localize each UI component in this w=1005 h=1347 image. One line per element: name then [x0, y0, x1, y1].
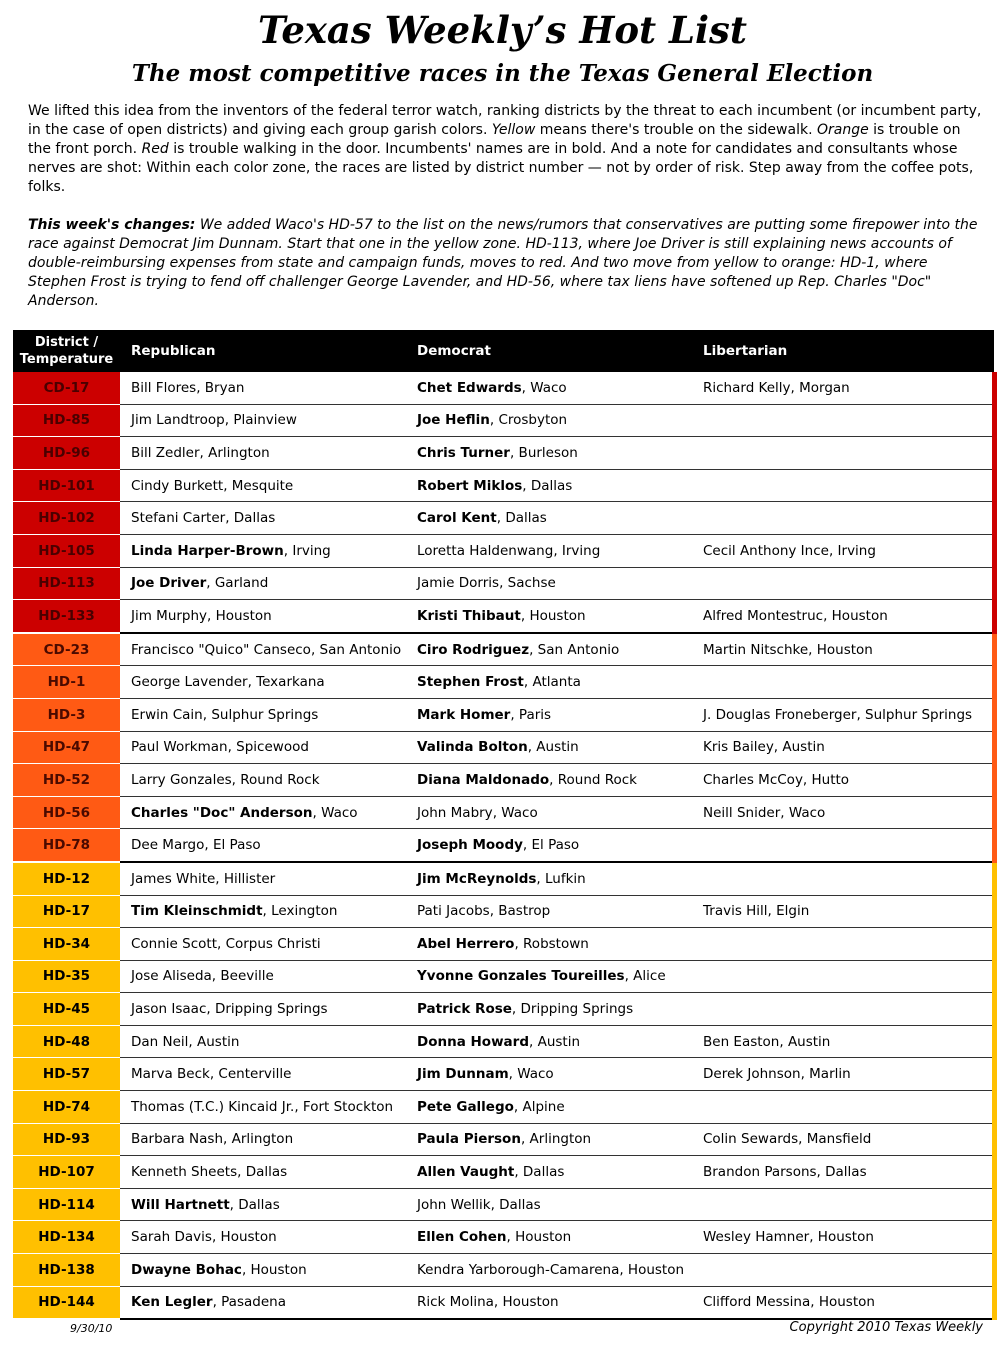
libertarian-cell	[692, 829, 994, 862]
candidate-name: Kenneth Sheets	[131, 1164, 238, 1181]
democrat-cell	[406, 698, 692, 731]
libertarian-cell: Wesley Hamner, Houston	[692, 1221, 994, 1254]
republican-cell	[120, 960, 406, 993]
candidate-city: , Paris	[510, 706, 552, 723]
candidate-city: , Waco	[521, 379, 567, 396]
republican-cell	[120, 1188, 406, 1221]
libertarian-cell	[692, 1254, 994, 1287]
candidate-name: Larry Gonzales	[131, 771, 232, 788]
candidate-name: Charles "Doc" Anderson	[131, 804, 313, 821]
candidate-city: , Dallas	[490, 1196, 541, 1213]
candidate-name: Stephen Frost	[417, 674, 524, 691]
candidate-name: Chet Edwards	[417, 379, 522, 396]
candidate-city: , Dripping Springs	[206, 1001, 328, 1018]
democrat-cell	[406, 1286, 692, 1319]
district-cell: HD-105	[13, 534, 120, 567]
district-cell: HD-93	[13, 1123, 120, 1156]
candidate-name: Will Hartnett	[131, 1196, 230, 1213]
libertarian-cell: Charles McCoy, Hutto	[692, 764, 994, 797]
libertarian-cell	[692, 502, 994, 535]
candidate-city: , Lufkin	[536, 870, 586, 887]
libertarian-cell: Richard Kelly, Morgan	[692, 372, 994, 404]
republican-cell	[120, 1091, 406, 1124]
district-cell: HD-113	[13, 567, 120, 600]
candidate-name: Bill Flores	[131, 379, 197, 396]
democrat-cell	[406, 764, 692, 797]
republican-cell	[120, 600, 406, 633]
republican-cell	[120, 1221, 406, 1254]
candidate-city: , Pasadena	[212, 1294, 286, 1311]
district-cell: CD-17	[13, 372, 120, 404]
changes-text: We added Waco's HD-57 to the list on the news/rumors that conservatives are putting some firepower into the race against Democrat Jim Dunnam. Start that one in the yellow zone. HD-113, where Joe Driver is still explaining news accounts of double-reimbursing expenses from state and campaign funds, moves to red. And two move from yellow to orange: HD-1, where Stephen Frost is trying to fend off challenger George Lavender, and HD-56, where tax liens have softened up Rep. Charles "Doc" Anderson.	[28, 217, 978, 309]
candidate-city: , Arlington	[520, 1131, 592, 1148]
candidate-city: , Austin	[188, 1033, 240, 1050]
table-row	[13, 1286, 994, 1319]
candidate-name: Linda Harper-Brown	[131, 542, 284, 559]
district-cell: HD-74	[13, 1091, 120, 1124]
libertarian-cell	[692, 862, 994, 895]
democrat-cell	[406, 960, 692, 993]
table-row	[13, 600, 994, 633]
candidate-name: Cindy Burkett	[131, 477, 224, 494]
district-cell: CD-23	[13, 633, 120, 666]
republican-cell	[120, 666, 406, 699]
libertarian-cell	[692, 993, 994, 1026]
candidate-city: , Houston	[506, 1229, 572, 1246]
democrat-cell	[406, 1123, 692, 1156]
republican-cell	[120, 764, 406, 797]
candidate-name: Carol Kent	[417, 510, 497, 527]
candidate-city: , Fort Stockton	[294, 1098, 394, 1115]
candidate-city: , Houston	[207, 607, 272, 624]
district-cell: HD-47	[13, 731, 120, 764]
republican-cell	[120, 993, 406, 1026]
header-republican: Republican	[120, 330, 406, 372]
candidate-city: , Lexington	[262, 903, 338, 920]
candidate-city: , Arlington	[223, 1131, 294, 1148]
candidate-city: , Dallas	[225, 510, 276, 527]
candidate-name: Marva Beck	[131, 1066, 210, 1083]
candidate-city: , El Paso	[522, 837, 580, 854]
candidate-name: Dan Neil	[131, 1033, 189, 1050]
district-cell: HD-17	[13, 895, 120, 928]
candidate-city: , Hillister	[215, 870, 276, 887]
changes-label: This week's changes:	[28, 217, 196, 233]
table-row	[13, 895, 994, 928]
table-row	[13, 1058, 994, 1091]
hot-list-table	[13, 330, 997, 1320]
candidate-name: John Mabry	[417, 804, 493, 821]
table-row	[13, 1188, 994, 1221]
district-cell: HD-35	[13, 960, 120, 993]
candidate-city: , Atlanta	[523, 674, 581, 691]
candidate-city: , Crosbyton	[489, 412, 568, 429]
table-row	[13, 928, 994, 961]
header-libertarian: Libertarian	[692, 330, 994, 372]
democrat-cell	[406, 829, 692, 862]
table-row	[13, 960, 994, 993]
candidate-city: , Dripping Springs	[511, 1001, 634, 1018]
table-row	[13, 993, 994, 1026]
democrat-cell	[406, 895, 692, 928]
democrat-cell	[406, 862, 692, 895]
district-cell: HD-12	[13, 862, 120, 895]
republican-cell	[120, 895, 406, 928]
candidate-name: Jason Isaac	[131, 1001, 207, 1018]
libertarian-cell: Clifford Messina, Houston	[692, 1286, 994, 1319]
candidate-name: Allen Vaught	[417, 1164, 515, 1181]
intro-text-3: is trouble on the front porch.	[28, 122, 961, 157]
district-cell: HD-3	[13, 698, 120, 731]
intro-text-4: is trouble walking in the door. Incumbents' names are in bold. And a note for candidates and consultants whose nerves are shot: Within each color zone, the races are listed by district number — not by order of risk. Step away from the coffee pots, folks.	[28, 141, 974, 195]
libertarian-cell	[692, 1091, 994, 1124]
candidate-name: Jim Landtroop	[131, 412, 225, 429]
candidate-name: Paul Workman	[131, 739, 228, 756]
republican-cell	[120, 469, 406, 502]
candidate-name: Chris Turner	[417, 444, 510, 461]
table-row	[13, 666, 994, 699]
intro-orange: Orange	[816, 122, 869, 138]
candidate-city: , Alice	[624, 968, 666, 985]
candidate-city: , Dallas	[514, 1164, 565, 1181]
candidate-city: , Bryan	[196, 379, 245, 396]
table-row	[13, 1091, 994, 1124]
table-row	[13, 567, 994, 600]
district-cell: HD-101	[13, 469, 120, 502]
candidate-name: Diana Maldonado	[417, 771, 550, 788]
democrat-cell	[406, 404, 692, 437]
candidate-city: , Sulphur Springs	[202, 706, 319, 723]
candidate-city: , San Antonio	[529, 641, 620, 658]
candidate-city: , Round Rock	[549, 771, 638, 788]
table-row	[13, 437, 994, 470]
democrat-cell	[406, 1025, 692, 1058]
table-row	[13, 372, 994, 404]
candidate-name: Francisco "Quico" Canseco	[131, 641, 311, 658]
table-row	[13, 764, 994, 797]
district-cell: HD-52	[13, 764, 120, 797]
republican-cell	[120, 862, 406, 895]
table-row	[13, 1025, 994, 1058]
table-row	[13, 502, 994, 535]
libertarian-cell: Colin Sewards, Mansfield	[692, 1123, 994, 1156]
intro-red: Red	[141, 141, 169, 157]
democrat-cell	[406, 1058, 692, 1091]
district-cell: HD-134	[13, 1221, 120, 1254]
republican-cell	[120, 534, 406, 567]
candidate-name: Joseph Moody	[417, 837, 523, 854]
candidate-city: , Dallas	[229, 1196, 280, 1213]
republican-cell	[120, 567, 406, 600]
candidate-city: , Irving	[283, 542, 331, 559]
candidate-name: Stefani Carter	[131, 510, 226, 527]
candidate-name: Donna Howard	[417, 1033, 529, 1050]
candidate-name: Paula Pierson	[417, 1131, 521, 1148]
candidate-name: Robert Miklos	[417, 477, 523, 494]
intro-text-1: We lifted this idea from the inventors of the federal terror watch, ranking districts by the threat to each incumbent (or incumbent party, in the case of open districts) and giving each group garish colors.	[28, 103, 982, 138]
candidate-city: , El Paso	[204, 837, 261, 854]
republican-cell	[120, 1025, 406, 1058]
republican-cell	[120, 502, 406, 535]
libertarian-cell	[692, 1188, 994, 1221]
candidate-name: John Wellik	[417, 1196, 491, 1213]
republican-cell	[120, 698, 406, 731]
republican-cell	[120, 1058, 406, 1091]
candidate-city: , Garland	[206, 575, 269, 592]
candidate-name: Pati Jacobs	[417, 903, 490, 920]
candidate-name: Barbara Nash	[131, 1131, 224, 1148]
libertarian-cell: Martin Nitschke, Houston	[692, 633, 994, 666]
district-cell: HD-133	[13, 600, 120, 633]
table-row	[13, 862, 994, 895]
candidate-name: Dee Margo	[131, 837, 205, 854]
table-row	[13, 1221, 994, 1254]
democrat-cell	[406, 666, 692, 699]
table-row	[13, 1254, 994, 1287]
candidate-city: , Corpus Christi	[216, 935, 321, 952]
candidate-city: , Dallas	[237, 1164, 288, 1181]
district-cell: HD-114	[13, 1188, 120, 1221]
candidate-name: Tim Kleinschmidt	[131, 903, 263, 920]
candidate-city: , Spicewood	[227, 739, 309, 756]
candidate-name: Jim Murphy	[131, 607, 208, 624]
libertarian-cell: Derek Johnson, Marlin	[692, 1058, 994, 1091]
candidate-name: Jose Aliseda	[131, 968, 212, 985]
candidate-city: , Beeville	[211, 968, 274, 985]
democrat-cell	[406, 567, 692, 600]
table-row	[13, 534, 994, 567]
libertarian-cell: Cecil Anthony Ince, Irving	[692, 534, 994, 567]
libertarian-cell: J. Douglas Froneberger, Sulphur Springs	[692, 698, 994, 731]
candidate-city: , Irving	[553, 542, 601, 559]
candidate-name: Ellen Cohen	[417, 1229, 507, 1246]
candidate-name: Bill Zedler	[131, 444, 200, 461]
candidate-name: Jim McReynolds	[417, 870, 537, 887]
republican-cell	[120, 372, 406, 404]
candidate-name: Joe Driver	[131, 575, 207, 592]
libertarian-cell	[692, 404, 994, 437]
republican-cell	[120, 1254, 406, 1287]
district-cell: HD-96	[13, 437, 120, 470]
candidate-name: Yvonne Gonzales Toureilles	[417, 968, 625, 985]
candidate-city: , Bastrop	[489, 903, 551, 920]
candidate-name: Kristi Thibaut	[417, 607, 521, 624]
district-cell: HD-85	[13, 404, 120, 437]
changes-paragraph	[28, 216, 983, 311]
candidate-name: Valinda Bolton	[417, 739, 528, 756]
table-header-row	[13, 330, 994, 372]
district-cell: HD-144	[13, 1286, 120, 1319]
libertarian-cell	[692, 567, 994, 600]
libertarian-cell: Neill Snider, Waco	[692, 796, 994, 829]
candidate-name: George Lavender	[131, 674, 248, 691]
libertarian-cell: Kris Bailey, Austin	[692, 731, 994, 764]
candidate-city: , Texarkana	[247, 674, 325, 691]
candidate-name: Jamie Dorris	[417, 575, 500, 592]
democrat-cell	[406, 469, 692, 502]
candidate-name: Erwin Cain	[131, 706, 203, 723]
candidate-name: Loretta Haldenwang	[417, 542, 554, 559]
candidate-city: , Houston	[493, 1294, 559, 1311]
candidate-city: , Sachse	[499, 575, 556, 592]
district-cell: HD-107	[13, 1156, 120, 1189]
district-cell: HD-56	[13, 796, 120, 829]
democrat-cell	[406, 928, 692, 961]
republican-cell	[120, 1286, 406, 1319]
footer-copyright: Copyright 2010 Texas Weekly	[789, 1320, 983, 1335]
candidate-city: , Centerville	[209, 1066, 292, 1083]
democrat-cell	[406, 1188, 692, 1221]
candidate-name: Thomas (T.C.) Kincaid Jr.	[131, 1098, 295, 1115]
table-row	[13, 1156, 994, 1189]
candidate-name: Patrick Rose	[417, 1001, 512, 1018]
candidate-name: Connie Scott	[131, 935, 217, 952]
democrat-cell	[406, 1091, 692, 1124]
candidate-city: , Waco	[492, 804, 538, 821]
libertarian-cell: Travis Hill, Elgin	[692, 895, 994, 928]
district-cell: HD-1	[13, 666, 120, 699]
candidate-city: , Dallas	[496, 510, 547, 527]
table-row	[13, 1123, 994, 1156]
table-body	[13, 372, 994, 1319]
table-row	[13, 829, 994, 862]
libertarian-cell	[692, 960, 994, 993]
libertarian-cell: Brandon Parsons, Dallas	[692, 1156, 994, 1189]
democrat-cell	[406, 502, 692, 535]
header-democrat: Democrat	[406, 330, 692, 372]
header-district: District / Temperature	[13, 330, 120, 372]
libertarian-cell: Ben Easton, Austin	[692, 1025, 994, 1058]
democrat-cell	[406, 600, 692, 633]
libertarian-cell	[692, 469, 994, 502]
candidate-name: James White	[131, 870, 216, 887]
intro-yellow: Yellow	[491, 122, 536, 138]
district-cell: HD-138	[13, 1254, 120, 1287]
libertarian-cell	[692, 666, 994, 699]
democrat-cell	[406, 731, 692, 764]
candidate-city: , Waco	[312, 804, 358, 821]
democrat-cell	[406, 437, 692, 470]
intro-text-2: means there's trouble on the sidewalk.	[535, 122, 817, 138]
republican-cell	[120, 796, 406, 829]
table-row	[13, 731, 994, 764]
table-row	[13, 796, 994, 829]
candidate-city: , Austin	[529, 1033, 581, 1050]
libertarian-cell	[692, 437, 994, 470]
candidate-city: , Austin	[527, 739, 579, 756]
candidate-city: , Arlington	[199, 444, 270, 461]
candidate-city: , Mesquite	[223, 477, 294, 494]
candidate-name: Rick Molina	[417, 1294, 494, 1311]
democrat-cell	[406, 993, 692, 1026]
candidate-city: , Waco	[508, 1066, 554, 1083]
district-cell: HD-78	[13, 829, 120, 862]
table-row	[13, 698, 994, 731]
candidate-city: , Dallas	[522, 477, 573, 494]
candidate-name: Ken Legler	[131, 1294, 213, 1311]
candidate-name: Sarah Davis	[131, 1229, 212, 1246]
candidate-name: Dwayne Bohac	[131, 1261, 242, 1278]
republican-cell	[120, 633, 406, 666]
democrat-cell	[406, 796, 692, 829]
candidate-city: , Round Rock	[231, 771, 320, 788]
district-cell: HD-48	[13, 1025, 120, 1058]
candidate-city: , Houston	[619, 1261, 685, 1278]
page-title: Texas Weekly’s Hot List	[258, 8, 747, 52]
republican-cell	[120, 829, 406, 862]
republican-cell	[120, 1156, 406, 1189]
democrat-cell	[406, 633, 692, 666]
democrat-cell	[406, 372, 692, 404]
table-row	[13, 404, 994, 437]
candidate-city: , Burleson	[509, 444, 578, 461]
candidate-city: , Houston	[211, 1229, 277, 1246]
candidate-city: , San Antonio	[310, 641, 402, 658]
candidate-city: , Plainview	[224, 412, 297, 429]
candidate-name: Jim Dunnam	[417, 1066, 509, 1083]
republican-cell	[120, 731, 406, 764]
libertarian-cell: Alfred Montestruc, Houston	[692, 600, 994, 633]
candidate-name: Ciro Rodriguez	[417, 641, 530, 658]
district-cell: HD-34	[13, 928, 120, 961]
candidate-name: Joe Heflin	[417, 412, 490, 429]
intro-paragraph	[28, 102, 983, 197]
district-cell: HD-45	[13, 993, 120, 1026]
republican-cell	[120, 1123, 406, 1156]
candidate-name: Pete Gallego	[417, 1098, 514, 1115]
democrat-cell	[406, 1221, 692, 1254]
candidate-city: , Houston	[241, 1261, 307, 1278]
candidate-name: Mark Homer	[417, 706, 511, 723]
libertarian-cell	[692, 928, 994, 961]
candidate-city: , Houston	[520, 607, 586, 624]
table-row	[13, 633, 994, 666]
candidate-name: Kendra Yarborough-Camarena	[417, 1261, 620, 1278]
democrat-cell	[406, 534, 692, 567]
candidate-name: Abel Herrero	[417, 935, 515, 952]
district-cell: HD-102	[13, 502, 120, 535]
footer-date: 9/30/10	[70, 1322, 113, 1335]
page-subtitle: The most competitive races in the Texas General Election	[131, 60, 874, 87]
republican-cell	[120, 404, 406, 437]
democrat-cell	[406, 1254, 692, 1287]
candidate-city: , Robstown	[514, 935, 589, 952]
republican-cell	[120, 928, 406, 961]
democrat-cell	[406, 1156, 692, 1189]
republican-cell	[120, 437, 406, 470]
table-row	[13, 469, 994, 502]
district-cell: HD-57	[13, 1058, 120, 1091]
candidate-city: , Alpine	[513, 1098, 565, 1115]
